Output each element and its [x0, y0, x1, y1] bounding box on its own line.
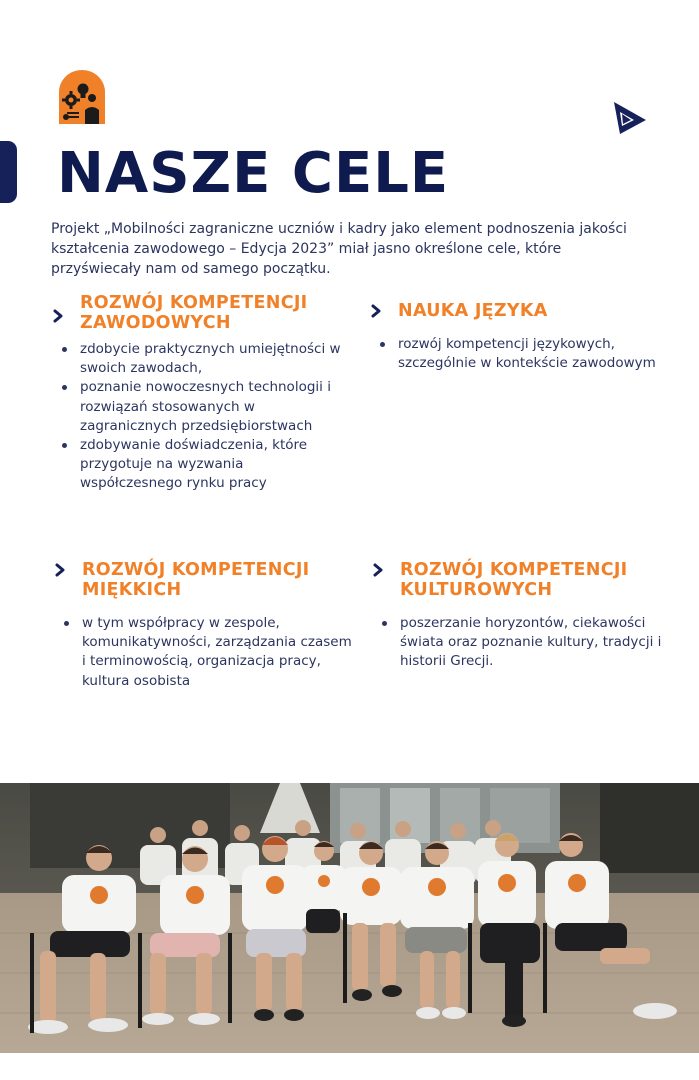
goal-heading: [54, 560, 354, 600]
side-accent-tab: [0, 141, 17, 203]
goal-cultural-competence: [372, 560, 682, 672]
goal-title: NAUKA JĘZYKA: [398, 301, 548, 321]
intro-paragraph: Projekt „Mobilności zagraniczne uczniów i kadry jako element podnoszenia jakości kształcenia zawodowego – Edycja 2023” miał jasno określone cele, które przyświecały nam od samego początku.: [51, 221, 627, 277]
goal-heading: [372, 560, 682, 600]
list-item: w tym współpracy w zespole, komunikatywności, zarządzania czasem i terminowością, organizacja pracy, kultura osobista: [82, 614, 354, 691]
group-photo-illustration: [0, 783, 699, 1053]
chevron-right-icon: [54, 561, 68, 579]
list-item: zdobycie praktycznych umiejętności w swoich zawodach,: [80, 340, 342, 378]
chevron-right-icon: [370, 302, 384, 320]
goal-bullet-list: [54, 614, 354, 691]
group-photo: [0, 783, 699, 1053]
chevron-right-icon: [372, 561, 386, 579]
goal-bullet-list: [370, 335, 670, 373]
list-item: poszerzanie horyzontów, ciekawości świata oraz poznanie kultury, tradycji i historii Grecji.: [400, 614, 682, 672]
goal-language-learning: [370, 301, 670, 373]
list-item: poznanie nowoczesnych technologii i rozwiązań stosowanych w zagranicznych przedsiębiorstwach: [80, 378, 342, 436]
goal-heading: [370, 301, 670, 321]
goal-bullet-list: [372, 614, 682, 672]
list-item: rozwój kompetencji językowych, szczególnie w kontekście zawodowym: [398, 335, 670, 373]
goal-bullet-list: [52, 340, 342, 494]
goal-heading: [52, 293, 342, 333]
triangle-arrow-icon: [612, 100, 648, 136]
goal-title: ROZWÓJ KOMPETENCJI MIĘKKICH: [82, 560, 310, 600]
gear-lightbulb-person-icon: [59, 70, 105, 124]
page-title: NASZE CELE: [57, 141, 450, 206]
goal-professional-competence: [52, 293, 342, 494]
goal-soft-skills: [54, 560, 354, 691]
list-item: zdobywanie doświadczenia, które przygotuje na wyzwania współczesnego rynku pracy: [80, 436, 342, 494]
goal-title: ROZWÓJ KOMPETENCJI KULTUROWYCH: [400, 560, 628, 600]
goal-title: ROZWÓJ KOMPETENCJI ZAWODOWYCH: [80, 293, 308, 333]
chevron-right-icon: [52, 307, 66, 325]
